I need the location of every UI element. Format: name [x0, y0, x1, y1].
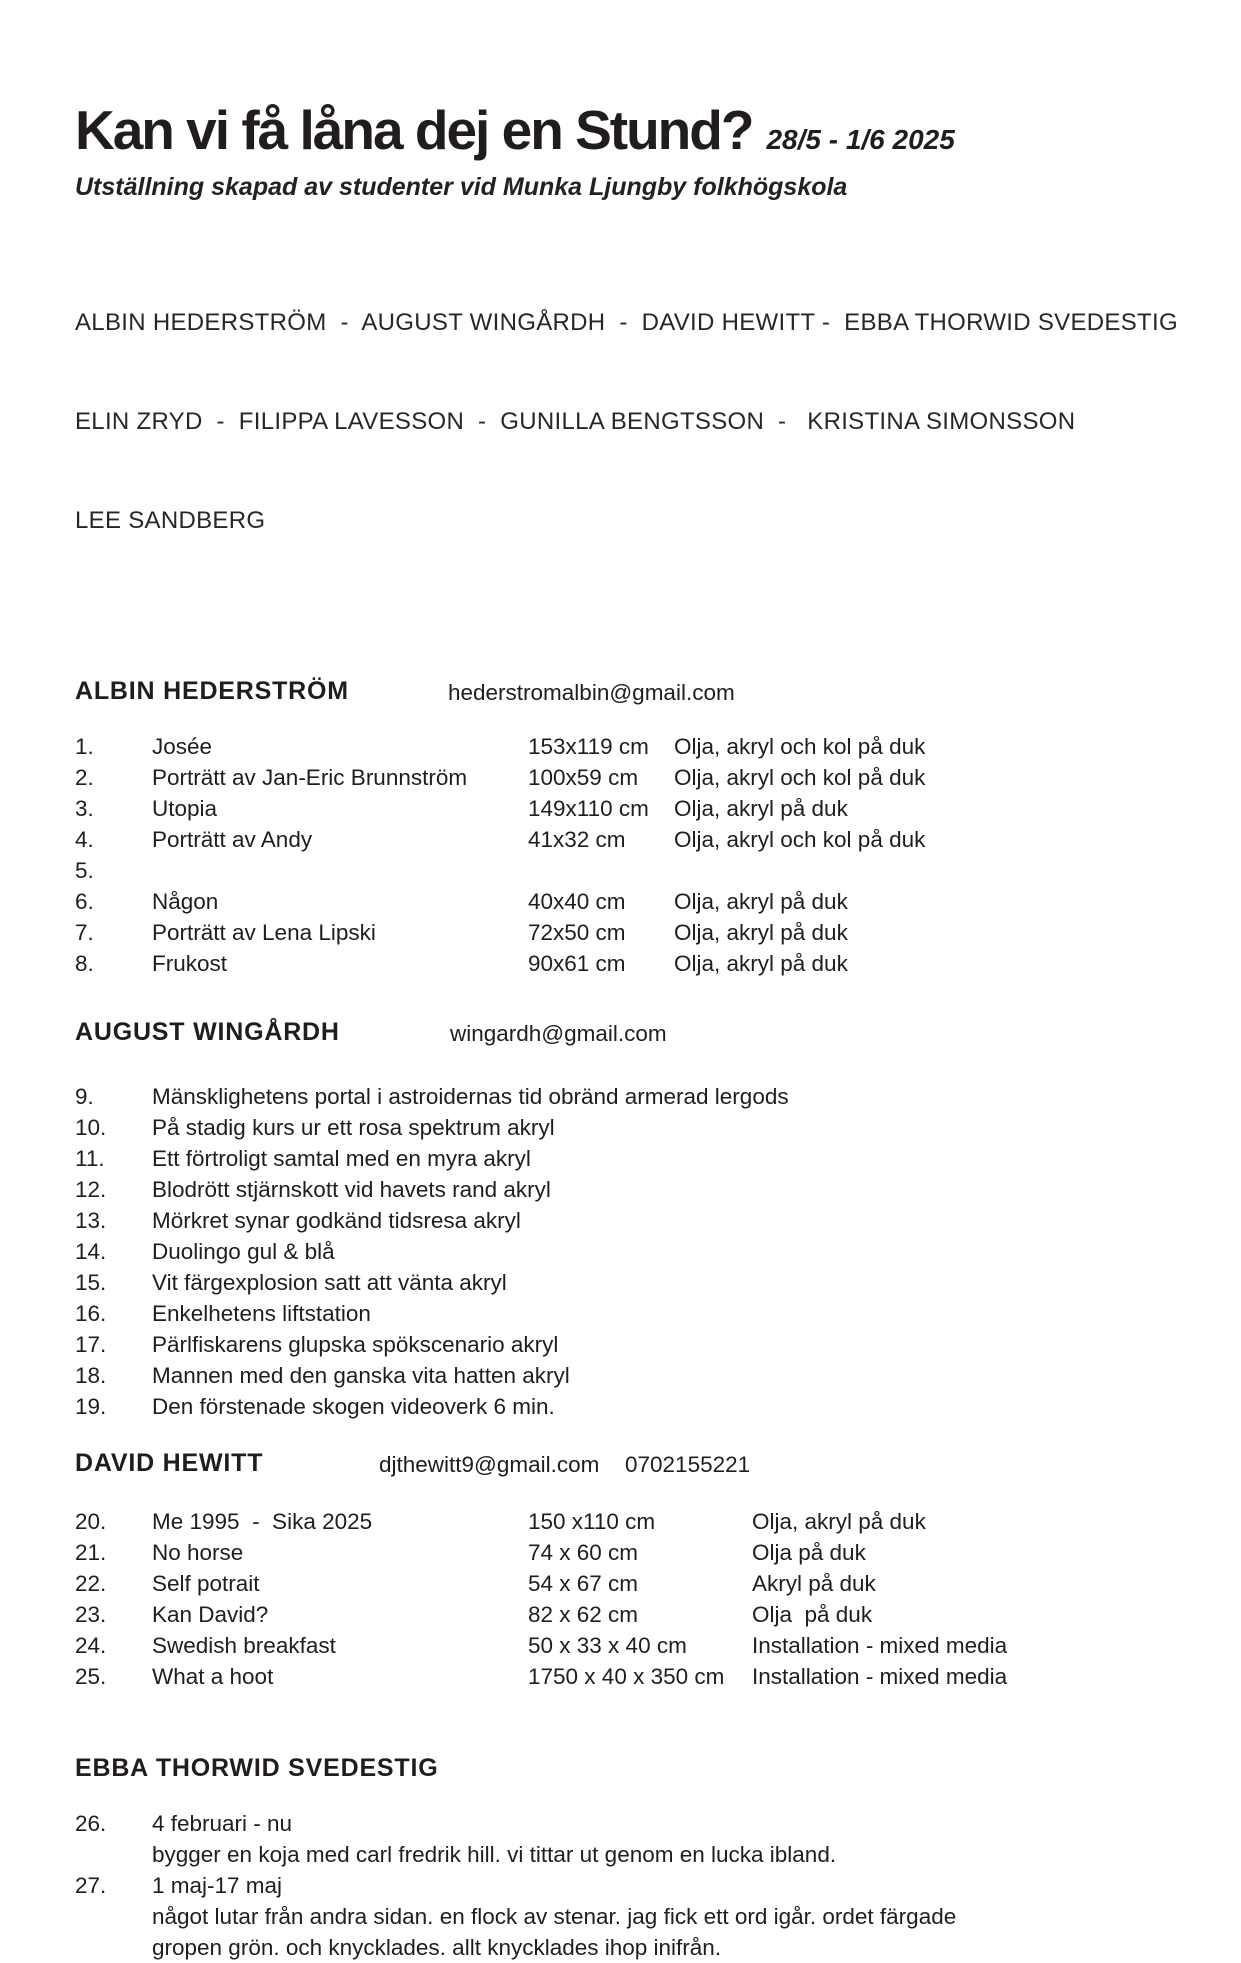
- item-dimensions: 41x32 cm: [528, 827, 626, 852]
- item-media: [674, 855, 1181, 886]
- item-title: På stadig kurs ur ett rosa spektrum akryl: [152, 1115, 555, 1140]
- item-dimensions: 149x110 cm: [528, 796, 649, 821]
- item-dimensions: 40x40 cm: [528, 889, 626, 914]
- table-row: [75, 1391, 1181, 1422]
- section-header-david: [75, 1448, 1181, 1478]
- item-dimensions: 100x59 cm: [528, 765, 639, 790]
- table-row: [75, 1205, 1181, 1236]
- item-number: 5.: [75, 858, 94, 883]
- item-number: 3.: [75, 796, 94, 821]
- item-number: 24.: [75, 1633, 107, 1658]
- item-media: Olja på duk: [752, 1602, 873, 1627]
- item-number: 27.: [75, 1873, 107, 1898]
- item-media: Installation - mixed media: [752, 1633, 1008, 1658]
- catalog-list-david: [75, 1506, 1181, 1692]
- document-page: [0, 99, 1241, 1960]
- artist-line: ALBIN HEDERSTRÖM - AUGUST WINGÅRDH - DAVID HEWITT - EBBA THORWID SVEDESTIG: [75, 309, 1178, 336]
- item-title: Duolingo gul & blå: [152, 1239, 335, 1264]
- table-row: [75, 1599, 1181, 1630]
- item-dimensions: 1750 x 40 x 350 cm: [528, 1664, 725, 1689]
- catalog-list-ebba: [75, 1808, 1181, 1963]
- item-dimensions: 153x119 cm: [528, 734, 649, 759]
- item-number: 14.: [75, 1239, 107, 1264]
- item-continuation: något lutar från andra sidan. en flock av stenar. jag fick ett ord igår. ordet färgade: [152, 1904, 957, 1929]
- item-media: Akryl på duk: [752, 1571, 876, 1596]
- item-media: Installation - mixed media: [752, 1664, 1008, 1689]
- artist-email: wingardh@gmail.com: [450, 1021, 667, 1046]
- item-title: Swedish breakfast: [152, 1633, 336, 1658]
- artist-section-name: EBBA THORWID SVEDESTIG: [75, 1754, 439, 1782]
- item-dimensions: 74 x 60 cm: [528, 1540, 639, 1565]
- item-number: 4.: [75, 827, 94, 852]
- artist-section-name: ALBIN HEDERSTRÖM: [75, 677, 349, 705]
- item-continuation: gropen grön. och knycklades. allt knycklades ihop inifrån.: [152, 1935, 722, 1960]
- table-row: [75, 1143, 1181, 1174]
- section-header-august: [75, 1017, 1181, 1047]
- item-title: Mannen med den ganska vita hatten akryl: [152, 1363, 570, 1388]
- table-row: [75, 762, 1181, 793]
- item-title: Mänsklighetens portal i astroidernas tid obränd armerad lergods: [152, 1084, 789, 1109]
- item-title: Pärlfiskarens glupska spökscenario akryl: [152, 1332, 559, 1357]
- item-media: Olja, akryl på duk: [674, 796, 848, 821]
- item-number: 13.: [75, 1208, 107, 1233]
- item-number: 9.: [75, 1084, 94, 1109]
- item-media: Olja, akryl och kol på duk: [674, 765, 926, 790]
- table-row: [75, 1112, 1181, 1143]
- item-number: 12.: [75, 1177, 107, 1202]
- table-row: [75, 1870, 1181, 1901]
- table-row: [75, 1267, 1181, 1298]
- artist-section-name: AUGUST WINGÅRDH: [75, 1018, 340, 1046]
- item-media: Olja, akryl på duk: [674, 889, 848, 914]
- item-title: 4 februari - nu: [152, 1811, 293, 1836]
- item-title: Vit färgexplosion satt att vänta akryl: [152, 1270, 507, 1295]
- catalog-list-albin: [75, 731, 1181, 979]
- item-number: 6.: [75, 889, 94, 914]
- item-media: Olja på duk: [752, 1540, 866, 1565]
- item-title: Porträtt av Lena Lipski: [152, 920, 376, 945]
- item-media: Olja, akryl och kol på duk: [674, 827, 926, 852]
- artist-phone: 0702155221: [625, 1452, 751, 1477]
- item-dimensions: 72x50 cm: [528, 920, 626, 945]
- item-title: Josée: [152, 734, 213, 759]
- item-number: 7.: [75, 920, 94, 945]
- table-row: [75, 886, 1181, 917]
- exhibition-dates: 28/5 - 1/6 2025: [766, 124, 955, 155]
- item-dimensions: 150 x110 cm: [528, 1509, 656, 1534]
- item-number: 26.: [75, 1811, 107, 1836]
- item-dimensions: 82 x 62 cm: [528, 1602, 639, 1627]
- artist-line: LEE SANDBERG: [75, 507, 266, 534]
- item-title: Self potrait: [152, 1571, 260, 1596]
- item-number: 21.: [75, 1540, 107, 1565]
- item-dimensions: 90x61 cm: [528, 951, 626, 976]
- item-number: 23.: [75, 1602, 107, 1627]
- table-row: [75, 948, 1181, 979]
- item-title: Porträtt av Andy: [152, 827, 313, 852]
- item-number: 1.: [75, 734, 94, 759]
- item-title: Me 1995 - Sika 2025: [152, 1509, 373, 1534]
- artist-line: ELIN ZRYD - FILIPPA LAVESSON - GUNILLA BENGTSSON - KRISTINA SIMONSSON: [75, 408, 1076, 435]
- table-row: [75, 1630, 1181, 1661]
- item-title: No horse: [152, 1540, 244, 1565]
- item-title: Den förstenade skogen videoverk 6 min.: [152, 1394, 555, 1419]
- item-title: 1 maj-17 maj: [152, 1873, 283, 1898]
- item-number: 20.: [75, 1509, 107, 1534]
- item-title: Någon: [152, 889, 219, 914]
- item-title: Mörkret synar godkänd tidsresa akryl: [152, 1208, 521, 1233]
- table-row: [75, 824, 1181, 855]
- item-number: 16.: [75, 1301, 107, 1326]
- item-title: Porträtt av Jan-Eric Brunnström: [152, 765, 468, 790]
- item-number: 17.: [75, 1332, 107, 1357]
- item-title: Ett förtroligt samtal med en myra akryl: [152, 1146, 531, 1171]
- table-row: [75, 1661, 1181, 1692]
- item-media: Olja, akryl på duk: [674, 920, 848, 945]
- item-number: 22.: [75, 1571, 107, 1596]
- artist-email: hederstromalbin@gmail.com: [448, 680, 735, 705]
- table-row: [75, 793, 1181, 824]
- item-number: 19.: [75, 1394, 107, 1419]
- table-row: [75, 917, 1181, 948]
- item-number: 18.: [75, 1363, 107, 1388]
- table-row: [75, 731, 1181, 762]
- item-title: Frukost: [152, 951, 228, 976]
- catalog-list-august: [75, 1081, 1181, 1422]
- item-title: What a hoot: [152, 1664, 274, 1689]
- item-number: 2.: [75, 765, 94, 790]
- table-row: [75, 1329, 1181, 1360]
- table-row: [75, 1568, 1181, 1599]
- page-subtitle: Utställning skapad av studenter vid Munka Ljungby folkhögskola: [75, 173, 848, 201]
- item-dimensions: [528, 855, 674, 886]
- item-dimensions: 54 x 67 cm: [528, 1571, 639, 1596]
- table-row: [75, 1174, 1181, 1205]
- artist-name-list: [75, 240, 1181, 603]
- table-row: [75, 1081, 1181, 1112]
- artist-section-name: DAVID HEWITT: [75, 1449, 264, 1477]
- item-number: 11.: [75, 1146, 105, 1171]
- table-row: [75, 1537, 1181, 1568]
- artist-email: djthewitt9@gmail.com: [379, 1452, 600, 1477]
- item-media: Olja, akryl på duk: [674, 951, 848, 976]
- table-row: [75, 1360, 1181, 1391]
- item-number: 25.: [75, 1664, 107, 1689]
- item-continuation: bygger en koja med carl fredrik hill. vi tittar ut genom en lucka ibland.: [152, 1842, 837, 1867]
- page-title: Kan vi få låna dej en Stund?: [75, 99, 753, 161]
- item-media: Olja, akryl på duk: [752, 1509, 926, 1534]
- item-dimensions: 50 x 33 x 40 cm: [528, 1633, 687, 1658]
- section-header-ebba: [75, 1753, 1181, 1783]
- section-header-albin: [75, 676, 1181, 706]
- item-title: Enkelhetens liftstation: [152, 1301, 371, 1326]
- table-row: [75, 1298, 1181, 1329]
- item-number: 8.: [75, 951, 94, 976]
- item-number: 10.: [75, 1115, 107, 1140]
- title-line: [75, 100, 1181, 160]
- table-row: [75, 1236, 1181, 1267]
- item-number: 15.: [75, 1270, 107, 1295]
- item-media: Olja, akryl och kol på duk: [674, 734, 926, 759]
- table-row: [75, 1808, 1181, 1839]
- item-title: Utopia: [152, 796, 218, 821]
- item-title: Kan David?: [152, 1602, 269, 1627]
- table-row: [75, 855, 1181, 886]
- table-row: [75, 1506, 1181, 1537]
- item-title: [152, 855, 528, 886]
- item-title: Blodrött stjärnskott vid havets rand akryl: [152, 1177, 551, 1202]
